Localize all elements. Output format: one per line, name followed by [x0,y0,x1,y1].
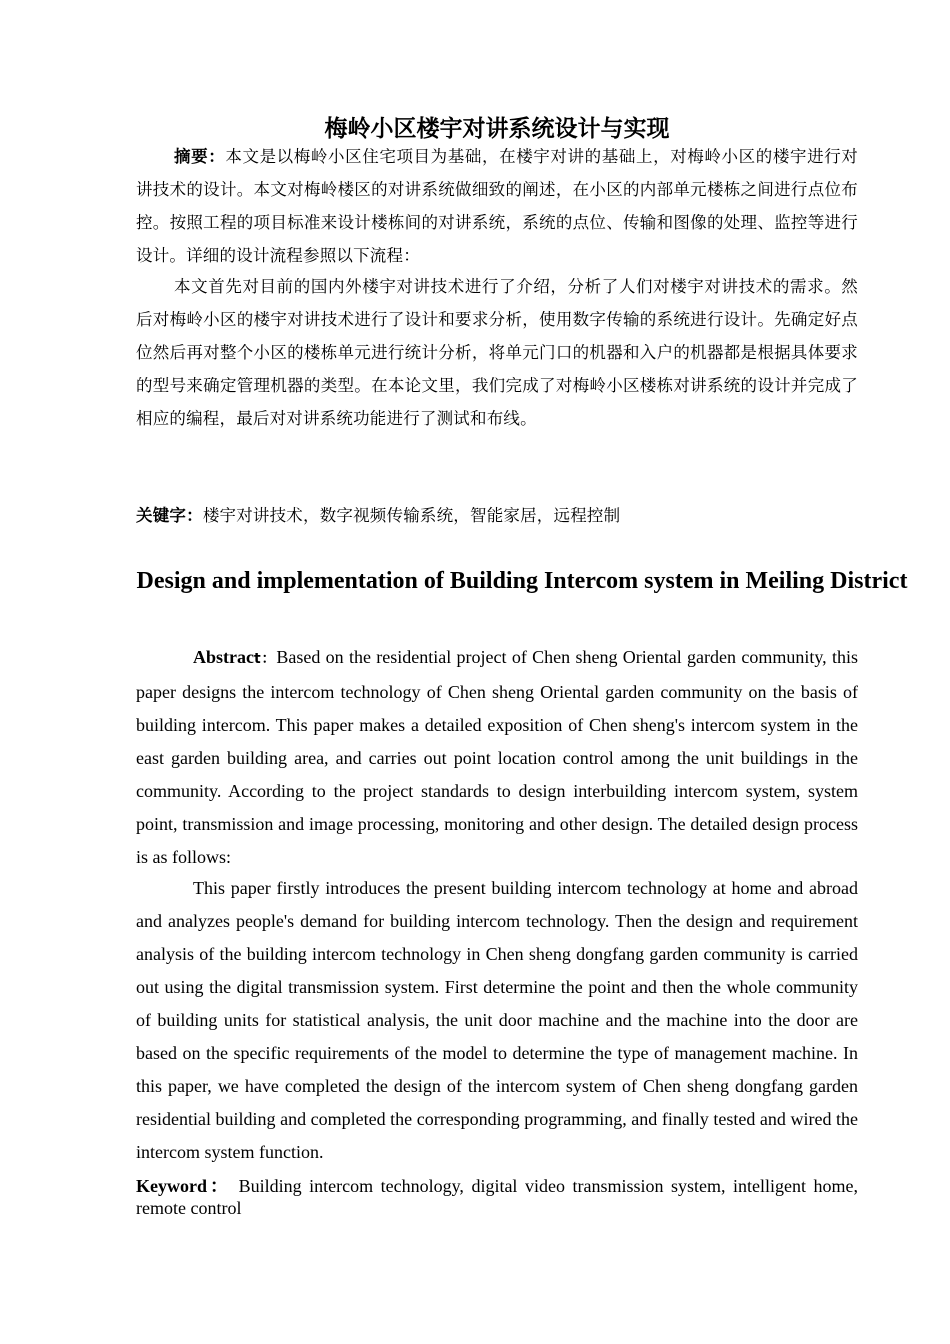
english-abstract-paragraph-2: This paper firstly introduces the present building intercom technology at home and abroad and analyzes people's demand for building intercom technology. Then the design and requirement analysis of the building intercom technology in Chen sheng dongfang garden community is carried out using the digital transmission system. First determine the point and then the whole community of building units for statistical analysis, the unit door machine and the machine into the door are based on the specific requirements of the model to determine the type of management machine. In this paper, we have completed the design of the intercom system of Chen sheng dongfang garden residential building and completed the corresponding programming, and finally tested and wired the intercom system function. [136,878,858,1162]
chinese-keywords [136,499,858,532]
english-title: Design and implementation of Building Intercom system in Meiling District [136,568,908,594]
chinese-keywords-text: 楼宇对讲技术，数字视频传输系统，智能家居，远程控制 [202,506,621,525]
chinese-title: 梅岭小区楼宇对讲系统设计与实现 [324,116,670,142]
english-keywords-label: Keyword： [136,1176,232,1196]
english-abstract-label: Abstrac [193,647,254,667]
chinese-abstract-label: 摘要： [174,147,226,166]
chinese-abstract-text-1: 本文是以梅岭小区住宅项目为基础，在楼宇对讲的基础上，对梅岭小区的楼宇进行对讲技术的设计。本文对梅岭楼区的对讲系统做细致的阐述，在小区的内部单元楼栋之间进行点位布控。按照工程的项目标准来设计楼栋间的对讲系统，系统的点位、传输和图像的处理、监控等进行设计。详细的设计流程参照以下流程： [136,147,858,265]
english-keywords [136,1175,858,1219]
english-keywords-text: Building intercom technology, digital video transmission system, intelligent home, remote control [136,1176,859,1218]
english-abstract-text-1: Based on the residential project of Chen sheng Oriental garden community, this paper designs the intercom technology of Chen sheng Oriental garden community on the basis of building intercom. This paper makes a detailed exposition of Chen sheng's intercom system in the east garden building area, and carries out point location control among the unit buildings in the community. According to the project standards to design interbuilding intercom system, system point, transmission and image processing, monitoring and other design. The detailed design process is as follows: [136,647,858,867]
chinese-keywords-label: 关键字： [136,506,203,525]
chinese-abstract-paragraph-1 [136,140,858,272]
chinese-abstract-paragraph-2: 本文首先对目前的国内外楼宇对讲技术进行了介绍，分析了人们对楼宇对讲技术的需求。然后对梅岭小区的楼宇对讲技术进行了设计和要求分析，使用数字传输的系统进行设计。先确定好点位然后再对整个小区的楼栋单元进行统计分析，将单元门口的机器和入户的机器都是根据具体要求的型号来确定管理机器的类型。在本论文里，我们完成了对梅岭小区楼栋对讲系统的设计并完成了相应的编程，最后对对讲系统功能进行了测试和布线。 [136,277,858,428]
english-abstract-paragraph-1 [136,641,858,874]
english-abstract-label-tail: t： [254,651,277,667]
